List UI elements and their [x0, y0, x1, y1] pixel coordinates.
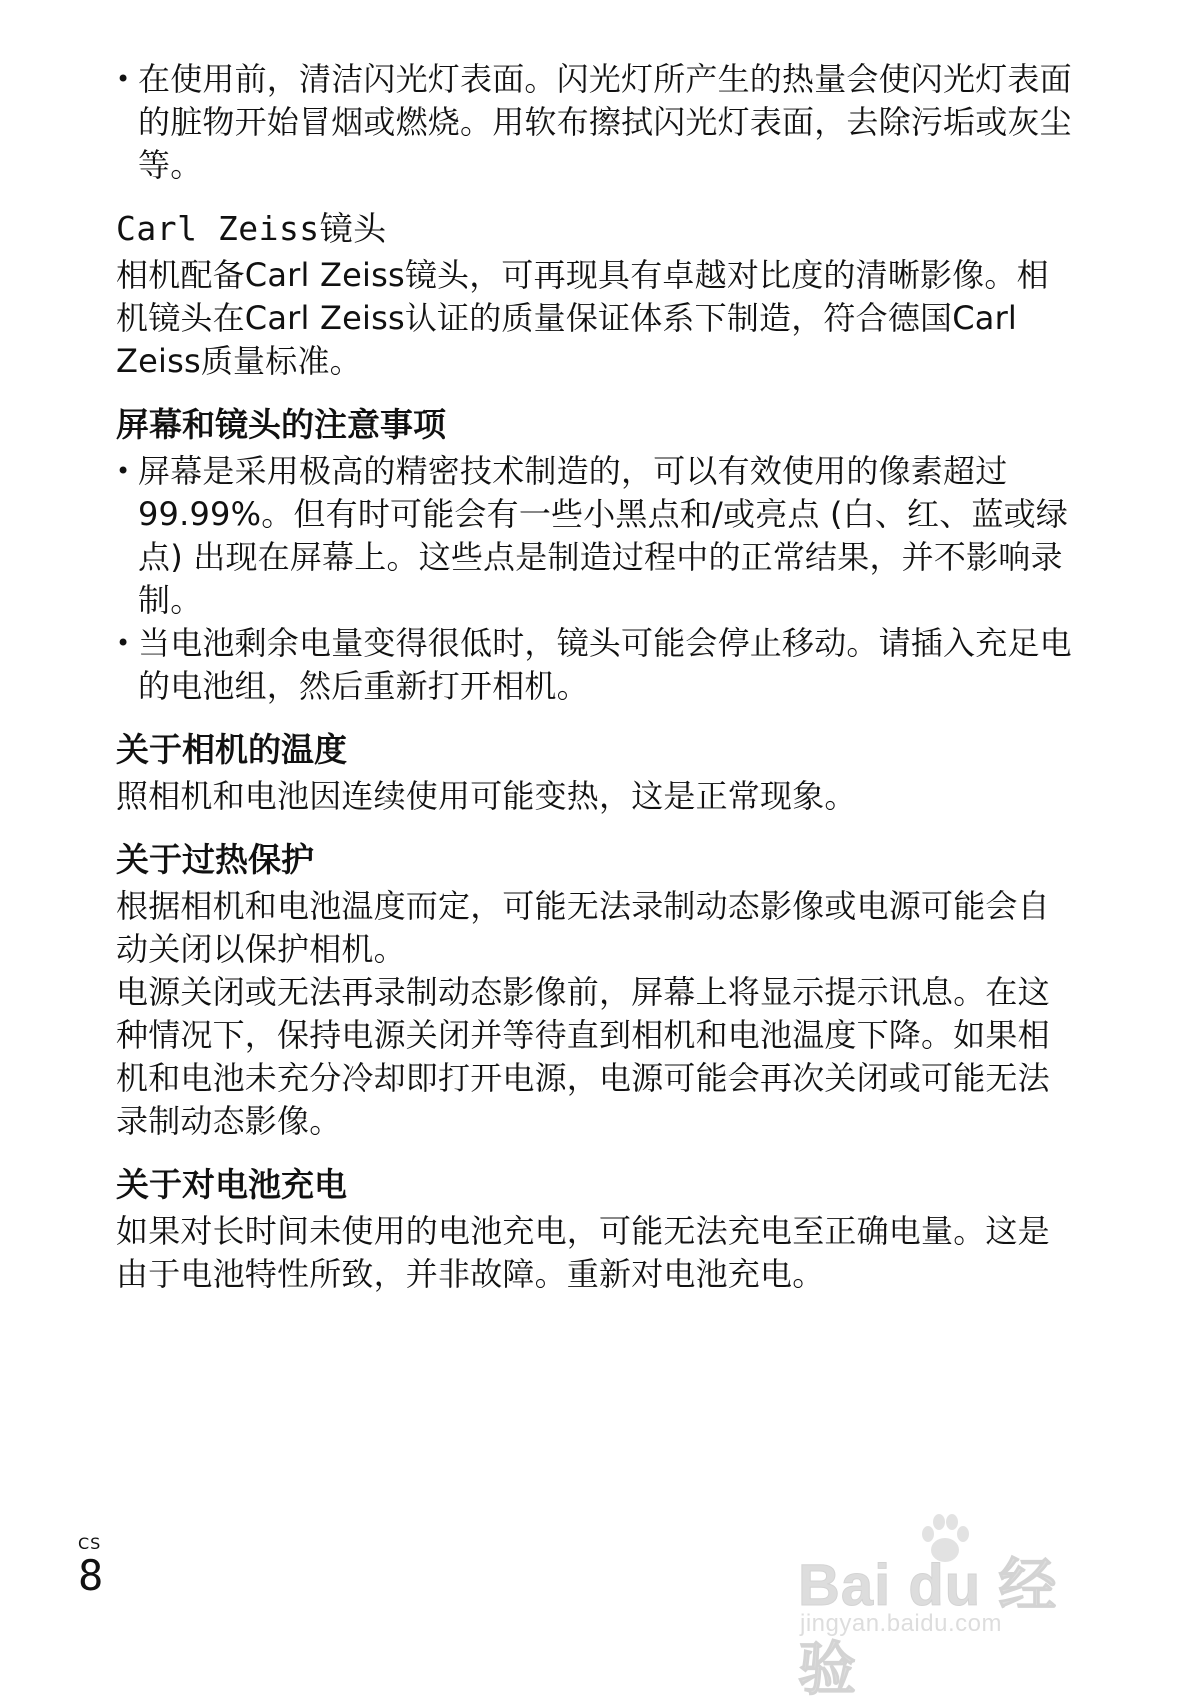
- section-battery-charging: [116, 1163, 1076, 1296]
- paragraph-overheat-2: 电源关闭或无法再录制动态影像前，屏幕上将显示提示讯息。在这种情况下，保持电源关闭并等待直到相机和电池温度下降。如果相机和电池未充分冷却即打开电源，电源可能会再次关闭或可能无法录制动态影像。: [116, 973, 1050, 1140]
- intro-bullet-list: [116, 58, 1076, 187]
- section-title-overheat-protection: 关于过热保护: [116, 840, 314, 879]
- bullet-screen-pixels: • 屏幕是采用极高的精密技术制造的，可以有效使用的像素超过99.99%。但有时可能会有一些小黑点和/或亮点 (白、红、蓝或绿点) 出现在屏幕上。这些点是制造过程中的正常结果，并不影响录制。: [116, 450, 1076, 622]
- page-footer: [78, 1535, 128, 1599]
- section-title-battery-charging: 关于对电池充电: [116, 1165, 347, 1204]
- page-number: 8: [78, 1551, 104, 1600]
- section-carl-zeiss: [116, 207, 1076, 383]
- language-code: CS: [78, 1534, 102, 1553]
- section-screen-lens: [116, 403, 1076, 708]
- section-title-carl-zeiss: Carl Zeiss镜头: [116, 209, 387, 248]
- section-title-camera-temperature: 关于相机的温度: [116, 730, 347, 769]
- paragraph-camera-temperature: 照相机和电池因连续使用可能变热，这是正常现象。: [116, 777, 857, 815]
- page-content: [116, 58, 1076, 1296]
- bullet-flash-cleaning: • 在使用前，清洁闪光灯表面。闪光灯所产生的热量会使闪光灯表面的脏物开始冒烟或燃烧。用软布擦拭闪光灯表面，去除污垢或灰尘等。: [116, 58, 1076, 187]
- bullet-low-battery-lens: • 当电池剩余电量变得很低时，镜头可能会停止移动。请插入充足电的电池组，然后重新打开相机。: [116, 622, 1076, 708]
- section-camera-temperature: [116, 728, 1076, 818]
- paragraph-overheat-1: 根据相机和电池温度而定，可能无法录制动态影像或电源可能会自动关闭以保护相机。: [116, 887, 1050, 968]
- screen-lens-bullet-list: [116, 450, 1076, 708]
- paragraph-battery-charging: 如果对长时间未使用的电池充电，可能无法充电至正确电量。这是由于电池特性所致，并非故障。重新对电池充电。: [116, 1212, 1050, 1293]
- section-overheat-protection: [116, 838, 1076, 1143]
- section-title-screen-lens: 屏幕和镜头的注意事项: [116, 405, 446, 444]
- baidu-watermark: [780, 1500, 1060, 1702]
- paragraph-carl-zeiss: 相机配备Carl Zeiss镜头，可再现具有卓越对比度的清晰影像。相机镜头在Carl Zeiss认证的质量保证体系下制造，符合德国Carl Zeiss质量标准。: [116, 256, 1049, 380]
- watermark-brand: Bai du 经验: [798, 1553, 1058, 1702]
- watermark-url: jingyan.baidu.com: [800, 1610, 1002, 1637]
